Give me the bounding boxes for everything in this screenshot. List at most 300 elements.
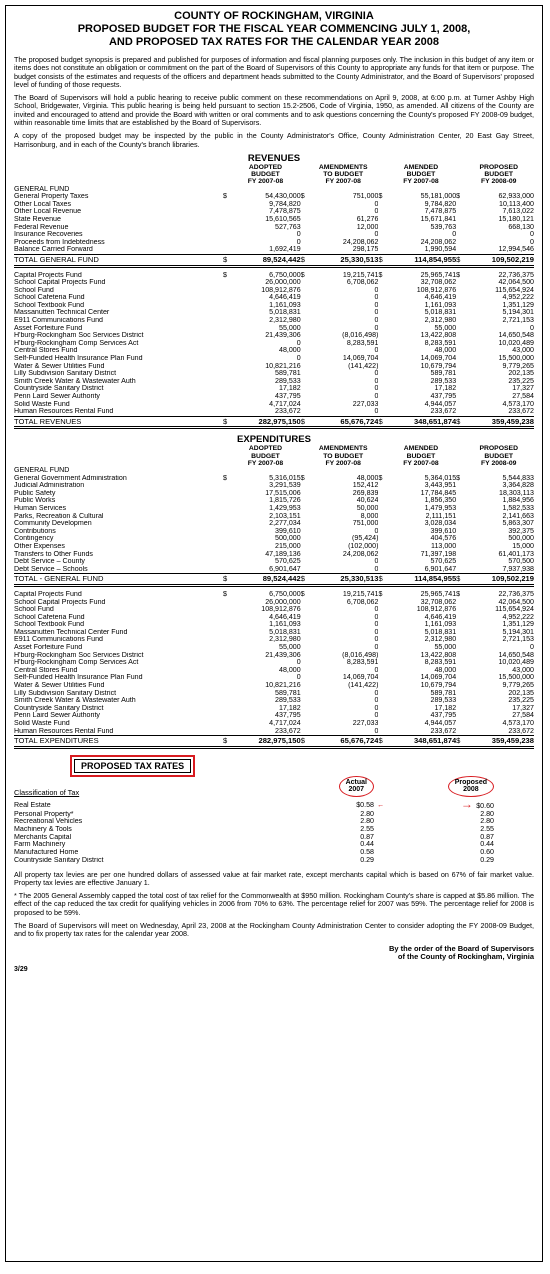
dollar-sign (301, 621, 308, 629)
row-label: School Textbook Fund (14, 301, 85, 309)
table-row (14, 720, 534, 728)
dollar-sign (456, 294, 463, 302)
amount-cell: 25,965,741 (420, 590, 457, 598)
dollar-sign (301, 513, 308, 521)
dollar-sign (301, 528, 308, 536)
dollar-sign (456, 599, 463, 607)
dollar-sign (223, 302, 230, 310)
table-row (14, 659, 534, 667)
dollar-sign (378, 629, 385, 637)
amount-cell: 10,679,794 (420, 682, 457, 690)
dollar-sign (223, 239, 230, 247)
table-row (14, 566, 534, 574)
actual-2007-header: Actual 2007 (339, 776, 374, 797)
amount-cell: 13,422,808 (420, 332, 457, 340)
dollar-sign (301, 728, 308, 736)
amount-cell: 4,646,419 (424, 294, 457, 302)
dollar-sign (301, 355, 308, 363)
proposed-2008-rate: 2.80 (480, 818, 494, 826)
amount-cell: 17,515,006 (265, 489, 301, 497)
grand-total-row (14, 736, 534, 748)
dollar-sign (456, 644, 463, 652)
amount-cell: 48,000 (279, 666, 301, 674)
dollar-sign (378, 201, 385, 209)
tax-gap (374, 857, 434, 865)
amount-cell: 5,194,301 (502, 628, 534, 636)
column-header-gap (301, 164, 308, 186)
amount-cell: 539,763 (430, 223, 457, 231)
amount-cell: 668,130 (508, 223, 534, 231)
amount-cell: 399,610 (430, 527, 457, 535)
amount-cell: 437,795 (430, 712, 457, 720)
dollar-sign (301, 614, 308, 622)
table-row (14, 528, 534, 536)
amount-cell: 437,795 (275, 393, 301, 401)
amount-cell: 42,064,500 (498, 598, 534, 606)
amount-cell: 1,351,129 (502, 301, 534, 309)
dollar-sign (301, 201, 308, 209)
dollar-sign (301, 239, 308, 247)
dollar-sign (456, 216, 463, 224)
dollar-sign: $ (301, 254, 308, 266)
dollar-sign (456, 332, 463, 340)
dollar-sign (223, 497, 230, 505)
dollar-sign (378, 513, 385, 521)
dollar-sign (223, 385, 230, 393)
table-row (14, 482, 534, 490)
dollar-sign: $ (222, 590, 227, 598)
actual-2007-rate: 0.58 (360, 849, 374, 857)
dollar-sign (301, 246, 308, 254)
amount-cell: 22,736,375 (498, 271, 534, 279)
dollar-sign (223, 566, 230, 574)
amount-cell: 6,901,647 (269, 565, 301, 573)
amount-cell: 9,779,265 (502, 362, 534, 370)
table-row (14, 355, 534, 363)
dollar-sign (378, 279, 385, 287)
dollar-sign (456, 224, 463, 232)
amount-cell: 25,965,741 (420, 271, 457, 279)
tax-row (14, 857, 534, 865)
total-amount: 348,651,874 (386, 736, 456, 748)
amount-cell: 0 (374, 565, 379, 573)
dollar-sign (223, 482, 230, 490)
table-row (14, 401, 534, 409)
dollar-sign: $ (223, 736, 230, 748)
amount-cell: 62,933,000 (498, 193, 534, 201)
dollar-sign: $ (378, 474, 383, 482)
dollar-sign (301, 543, 308, 551)
dollar-sign (456, 535, 463, 543)
column-header-row (14, 445, 534, 467)
row-label: Self-Funded Health Insurance Plan Fund (14, 355, 143, 363)
dollar-sign (456, 385, 463, 393)
tax-gap (374, 776, 434, 797)
dollar-sign (456, 606, 463, 614)
dollar-sign (456, 528, 463, 536)
column-header: ADOPTED BUDGET FY 2007-08 (247, 163, 284, 186)
row-label: Human Services (14, 504, 67, 512)
amount-cell: 437,795 (430, 393, 457, 401)
amount-cell: 2,312,980 (424, 317, 457, 325)
row-label: E911 Communications Fund (14, 636, 103, 644)
dollar-sign (223, 317, 230, 325)
table-row (14, 272, 534, 280)
table-row (14, 279, 534, 287)
dollar-sign (456, 659, 463, 667)
tax-row (14, 834, 534, 842)
column-header-row (14, 164, 534, 186)
dollar-sign (223, 490, 230, 498)
dollar-sign (301, 224, 308, 232)
tax-classification: Real Estate (14, 800, 51, 809)
dollar-sign (301, 385, 308, 393)
amount-cell: 202,135 (508, 370, 534, 378)
amount-cell: (95,424) (352, 535, 379, 543)
dollar-sign (456, 287, 463, 295)
amount-cell: 1,582,533 (502, 504, 534, 512)
dollar-sign (301, 370, 308, 378)
row-label: Water & Sewer Utilities Fund (14, 362, 105, 370)
row-label: Contributions (14, 527, 56, 535)
amount-cell: 12,000 (356, 223, 379, 231)
dollar-sign (223, 231, 230, 239)
row-label: Countryside Sanitary District (14, 704, 104, 712)
column-header: PROPOSED BUDGET FY 2008-09 (479, 445, 518, 467)
row-label: Massanutten Technical Center (14, 309, 110, 317)
amount-cell: 5,316,015 (269, 474, 301, 482)
amount-cell: 48,000 (356, 474, 379, 482)
dollar-sign (301, 294, 308, 302)
tax-section (14, 749, 534, 865)
proposed-2008-rate: 0.87 (480, 833, 494, 841)
dollar-sign (301, 317, 308, 325)
row-label: Federal Revenue (14, 223, 69, 231)
table-row (14, 393, 534, 401)
dollar-sign (378, 690, 385, 698)
actual-2007-rate: $0.58 (356, 800, 374, 809)
amount-cell: 6,750,000 (269, 271, 301, 279)
dollar-sign (223, 520, 230, 528)
dollar-sign (456, 246, 463, 254)
amount-cell: 9,784,820 (269, 200, 301, 208)
note-tax-relief: * The 2005 General Assembly capped the total cost of tax relief for the Commonwealth at $950 million. Rockingham County's share is capped at $5.86 million. The effect of the cap reduced the tax credit for qualifying vehicles in 2006 from 70% to 63%. The percentage relief for 2007 was 59%. The percentage relief for 2008 is proposed to be 59%. (14, 891, 534, 917)
amount-cell: 14,069,704 (342, 674, 379, 682)
dollar-sign (378, 224, 385, 232)
budget-notice (5, 5, 543, 1262)
total-label: TOTAL REVENUES (14, 416, 223, 428)
dollar-sign (456, 551, 463, 559)
amount-cell: 14,069,704 (420, 355, 457, 363)
amount-cell: 43,000 (512, 666, 534, 674)
dollar-sign (301, 401, 308, 409)
amount-cell: 1,351,129 (502, 621, 534, 629)
dollar-sign (223, 599, 230, 607)
dollar-sign (378, 317, 385, 325)
table-row (14, 370, 534, 378)
dollar-sign (301, 332, 308, 340)
amount-cell: 437,795 (275, 712, 301, 720)
dollar-sign (223, 224, 230, 232)
dollar-sign (301, 408, 308, 416)
dollar-sign (456, 408, 463, 416)
dollar-sign (378, 370, 385, 378)
amount-cell: 14,069,704 (342, 355, 379, 363)
amount-cell: 24,208,062 (342, 550, 379, 558)
amount-cell: 14,650,548 (498, 332, 534, 340)
total-amount: 114,854,955 (386, 574, 456, 586)
table-row (14, 231, 534, 239)
amount-cell: 1,429,953 (269, 504, 301, 512)
proposed-2008-rate: 0.44 (480, 841, 494, 849)
dollar-sign: $ (456, 193, 461, 201)
column-header-gap (378, 164, 385, 186)
dollar-sign: $ (378, 574, 385, 586)
row-label: E911 Communications Fund (14, 317, 103, 325)
dollar-sign (378, 558, 385, 566)
dollar-sign (378, 216, 385, 224)
row-label: Balance Carried Forward (14, 246, 93, 254)
amount-cell: 40,624 (356, 497, 379, 505)
amount-cell: 61,401,173 (498, 550, 534, 558)
amount-cell: 3,443,951 (424, 482, 457, 490)
intro-paragraph-2: The Board of Supervisors will hold a public hearing to receive public comment on these recommendations on April 9, 2008, at 6:00 p.m. at Turner Ashby High School, Bridgewater, Virginia. This public hearing is being held pursuant to section 15.2-2506, Code of Virginia, 1950, as amended. All citizens of the County are invited and encouraged to attend and provide the Board with written or oral comments and to ask questions concerning the County's proposed FY 2008-09 budget, within reasonable time limits that are established by the Board of Supervisors. (14, 93, 534, 128)
amount-cell: 5,364,015 (424, 474, 457, 482)
amount-cell: 24,208,062 (420, 238, 457, 246)
grand-total-row (14, 416, 534, 428)
dollar-sign (378, 355, 385, 363)
amount-cell: 9,784,820 (424, 200, 457, 208)
dollar-sign (223, 513, 230, 521)
row-label: Human Resources Rental Fund (14, 727, 114, 735)
dollar-sign (301, 606, 308, 614)
amount-cell: 589,781 (275, 370, 301, 378)
dollar-sign (456, 728, 463, 736)
row-label: Water & Sewer Utilities Fund (14, 682, 105, 690)
dollar-sign: $ (378, 590, 383, 598)
dollar-sign (456, 682, 463, 690)
amount-cell: 0 (374, 689, 379, 697)
dollar-sign (456, 712, 463, 720)
dollar-sign (301, 551, 308, 559)
dollar-sign (456, 370, 463, 378)
amount-cell: 298,175 (352, 246, 379, 254)
amount-cell: 751,000 (352, 520, 379, 528)
amount-cell: 0 (374, 393, 379, 401)
dollar-sign (223, 667, 230, 675)
dollar-sign (301, 644, 308, 652)
amount-cell: 5,018,831 (424, 309, 457, 317)
amount-cell: 5,863,307 (502, 520, 534, 528)
actual-2007-rate: 0.44 (360, 841, 374, 849)
dollar-sign (301, 682, 308, 690)
total-label: TOTAL EXPENDITURES (14, 736, 223, 748)
dollar-sign (301, 629, 308, 637)
dollar-sign (301, 712, 308, 720)
amount-cell: 0 (374, 324, 379, 332)
amount-cell: 289,533 (275, 377, 301, 385)
dollar-sign (223, 355, 230, 363)
amount-cell: 115,654,924 (495, 286, 534, 294)
amount-cell: 108,912,876 (261, 286, 301, 294)
tax-classification: Countryside Sanitary District (14, 856, 104, 864)
row-label: Central Stores Fund (14, 347, 78, 355)
actual-2007-rate: 2.80 (360, 810, 374, 818)
table-row (14, 325, 534, 333)
amount-cell: 15,180,121 (498, 215, 534, 223)
amount-cell: 22,736,375 (498, 590, 534, 598)
dollar-sign (223, 535, 230, 543)
amount-cell: 4,573,170 (502, 400, 534, 408)
amount-cell: 0 (374, 370, 379, 378)
dollar-sign (378, 535, 385, 543)
dollar-sign (223, 690, 230, 698)
dollar-sign (301, 482, 308, 490)
amount-cell: 0 (296, 238, 301, 246)
dollar-sign: $ (378, 254, 385, 266)
amount-cell: 4,646,419 (269, 294, 301, 302)
tax-rates-heading: PROPOSED TAX RATES (74, 759, 191, 773)
row-label: Public Works (14, 497, 56, 505)
row-label: Lilly Subdivision Sanitary District (14, 689, 117, 697)
dollar-sign: $ (456, 474, 461, 482)
table-row (14, 246, 534, 254)
amount-cell: 17,784,845 (420, 489, 457, 497)
column-header-gap (301, 445, 308, 467)
amount-cell: 10,113,400 (499, 200, 534, 208)
dollar-sign: $ (223, 574, 230, 586)
amount-cell: 0 (452, 231, 457, 239)
amount-cell: 0 (374, 558, 379, 566)
amount-cell: 4,944,057 (424, 720, 457, 727)
dollar-sign (223, 363, 230, 371)
amount-cell: 108,912,876 (261, 606, 301, 614)
total-amount: 282,975,150 (230, 736, 300, 748)
table-row (14, 697, 534, 705)
row-label: School Fund (14, 286, 54, 294)
row-label: H'burg-Rockingham Comp Services Act (14, 659, 139, 667)
dollar-sign (456, 674, 463, 682)
amount-cell: 15,671,841 (420, 215, 457, 223)
amount-cell: (141,422) (348, 362, 379, 370)
row-label: H'burg-Rockingham Soc Services District (14, 651, 144, 659)
amount-cell: 0 (374, 712, 379, 720)
tax-gap (374, 834, 434, 842)
amount-cell: 235,225 (508, 697, 534, 705)
dollar-sign (301, 667, 308, 675)
amount-cell: 527,763 (275, 223, 301, 231)
table-row (14, 340, 534, 348)
amount-cell: 1,161,093 (269, 621, 301, 629)
amount-cell: 32,708,062 (420, 598, 457, 606)
total-amount: 359,459,238 (463, 416, 534, 428)
dollar-sign: $ (222, 271, 227, 279)
dollar-sign (378, 728, 385, 736)
tax-classification: Farm Machinery (14, 841, 66, 849)
dollar-sign (223, 682, 230, 690)
dollar-sign (378, 287, 385, 295)
amount-cell: 21,439,306 (265, 332, 301, 340)
table-row (14, 347, 534, 355)
dollar-sign (223, 728, 230, 736)
dollar-sign (378, 705, 385, 713)
amount-cell: 0 (530, 324, 534, 332)
dollar-sign (223, 543, 230, 551)
amount-cell: 233,672 (275, 727, 301, 735)
table-row (14, 690, 534, 698)
amount-cell: 5,194,301 (502, 309, 534, 317)
dollar-sign (378, 667, 385, 675)
dollar-sign (378, 325, 385, 333)
amount-cell: 500,000 (508, 535, 534, 543)
dollar-sign (456, 705, 463, 713)
dollar-sign (223, 644, 230, 652)
amount-cell: 404,576 (430, 535, 457, 543)
dollar-sign (378, 378, 385, 386)
amount-cell: 7,613,022 (502, 208, 534, 216)
table-row (14, 475, 534, 483)
dollar-sign (456, 652, 463, 660)
dollar-sign (301, 378, 308, 386)
row-label: Asset Forfeiture Fund (14, 644, 83, 652)
dollar-sign (378, 528, 385, 536)
dollar-sign (301, 325, 308, 333)
amount-cell: 233,672 (508, 408, 534, 416)
row-label: Countryside Sanitary District (14, 385, 104, 393)
dollar-sign (301, 697, 308, 705)
signature-block: By the order of the Board of Supervisors of the County of Rockingham, Virginia (388, 943, 534, 962)
dollar-sign (301, 216, 308, 224)
dollar-sign (456, 355, 463, 363)
dollar-sign (378, 551, 385, 559)
column-header-gap (456, 164, 463, 186)
column-header-spacer (14, 164, 223, 186)
proposed-2008-rate: 0.29 (480, 856, 494, 864)
amount-cell: 399,610 (275, 527, 301, 535)
dollar-sign (301, 363, 308, 371)
amount-cell: 14,069,704 (420, 674, 457, 682)
amount-cell: 0 (374, 697, 379, 705)
tax-classification: Merchants Capital (14, 833, 72, 841)
amount-cell: 5,018,831 (424, 628, 457, 636)
dollar-sign (456, 401, 463, 409)
amount-cell: 0 (374, 644, 379, 652)
amount-cell: 4,952,222 (502, 294, 534, 302)
amount-cell: 0 (296, 231, 301, 239)
dollar-sign (378, 347, 385, 355)
row-label: Smith Creek Water & Wastewater Auth (14, 377, 136, 385)
amount-cell: 113,000 (431, 542, 457, 550)
amount-cell: 0 (374, 200, 379, 208)
amount-cell: 17,327 (512, 704, 534, 712)
amount-cell: 108,912,876 (416, 606, 457, 614)
dollar-sign (223, 652, 230, 660)
dollar-sign (456, 621, 463, 629)
amount-cell: 17,182 (434, 704, 457, 712)
dollar-sign (301, 599, 308, 607)
table-row (14, 385, 534, 393)
total-amount: 89,524,442 (230, 574, 300, 586)
amount-cell: 8,283,591 (424, 659, 457, 667)
amount-cell: 2,312,980 (269, 636, 301, 644)
dollar-sign (456, 520, 463, 528)
amount-cell: 8,283,591 (346, 659, 379, 667)
amount-cell: 4,646,419 (269, 613, 301, 621)
amount-cell: 215,000 (275, 542, 301, 550)
dollar-sign (456, 558, 463, 566)
amount-cell: 5,018,831 (269, 628, 301, 636)
row-label: School Cafeteria Fund (14, 613, 85, 621)
